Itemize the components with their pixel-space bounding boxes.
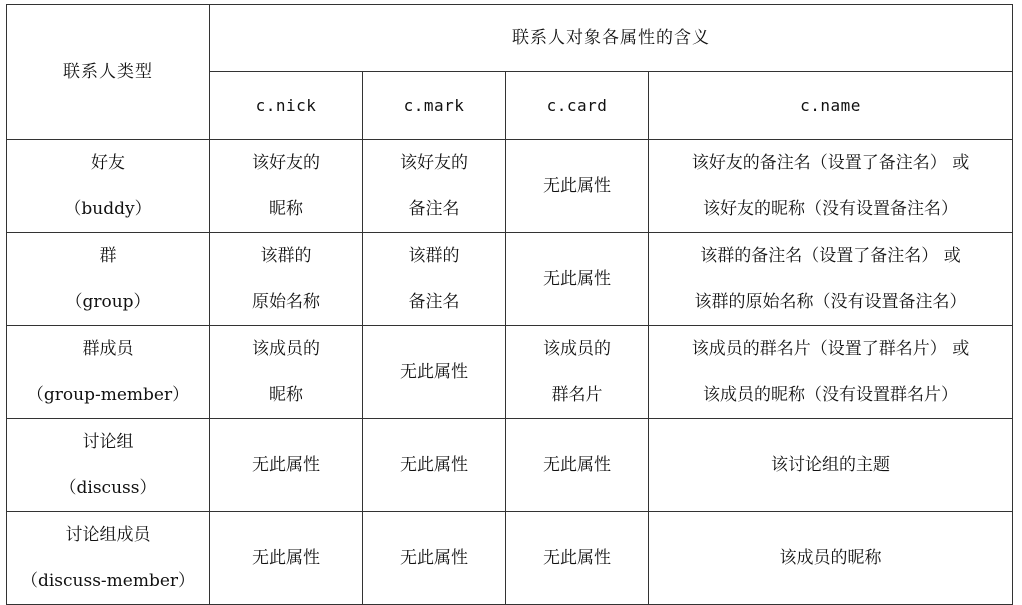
contact-type-cell — [7, 419, 210, 512]
contact-type-name: 群 — [99, 246, 117, 266]
cell-line: 无此属性 — [543, 269, 611, 289]
cell-line: 该好友的备注名（设置了备注名） 或 — [691, 153, 970, 173]
cell-line: 无此属性 — [252, 455, 320, 475]
cell-line: 原始名称 — [252, 292, 320, 312]
attribute-header-name: c.name — [649, 72, 1013, 140]
table-row-discuss — [7, 419, 1013, 512]
nick-cell — [210, 233, 363, 326]
cell-line: 无此属性 — [400, 548, 468, 568]
cell-line: 备注名 — [408, 292, 460, 312]
contact-type-code: （group） — [65, 292, 151, 312]
cell-line: 该群的备注名（设置了备注名） 或 — [700, 246, 961, 266]
cell-line: 该好友的 — [252, 153, 320, 173]
contact-type-cell — [7, 326, 210, 419]
cell-line: 群名片 — [551, 385, 603, 405]
card-cell — [506, 512, 649, 605]
name-cell — [649, 512, 1013, 605]
mark-cell — [363, 140, 506, 233]
contact-type-code: （discuss） — [59, 478, 157, 498]
contact-type-name: 群成员 — [82, 339, 134, 359]
nick-cell — [210, 512, 363, 605]
nick-cell — [210, 140, 363, 233]
attribute-header-card: c.card — [506, 72, 649, 140]
contact-type-name: 好友 — [91, 153, 125, 173]
cell-line: 该成员的昵称 — [779, 548, 882, 568]
cell-line: 无此属性 — [543, 455, 611, 475]
attribute-header-nick: c.nick — [210, 72, 363, 140]
cell-line: 该群的 — [408, 246, 460, 266]
attribute-header-mark: c.mark — [363, 72, 506, 140]
table-row-buddy — [7, 140, 1013, 233]
contact-type-code: （group-member） — [26, 385, 190, 405]
table-row-group-member — [7, 326, 1013, 419]
cell-line: 该成员的 — [252, 339, 320, 359]
cell-line: 该成员的昵称（没有设置群名片） — [703, 385, 958, 405]
card-cell — [506, 326, 649, 419]
cell-line: 无此属性 — [400, 455, 468, 475]
cell-line: 该好友的 — [400, 153, 468, 173]
name-cell — [649, 233, 1013, 326]
contact-type-code: （discuss-member） — [20, 571, 196, 591]
cell-line: 昵称 — [269, 199, 303, 219]
name-cell — [649, 419, 1013, 512]
cell-line: 该好友的昵称（没有设置备注名） — [703, 199, 958, 219]
mark-cell — [363, 326, 506, 419]
contact-type-code: （buddy） — [64, 199, 152, 219]
cell-line: 无此属性 — [543, 176, 611, 196]
contact-type-name: 讨论组成员 — [65, 525, 151, 545]
cell-line: 该讨论组的主题 — [771, 455, 890, 475]
contact-attribute-table — [6, 4, 1013, 605]
card-cell — [506, 233, 649, 326]
contact-type-name: 讨论组 — [82, 432, 134, 452]
cell-line: 无此属性 — [252, 548, 320, 568]
attribute-meaning-header — [210, 5, 1013, 72]
cell-line: 该成员的群名片（设置了群名片） 或 — [691, 339, 970, 359]
cell-line: 无此属性 — [543, 548, 611, 568]
cell-line: 该群的原始名称（没有设置备注名） — [694, 292, 967, 312]
name-cell — [649, 326, 1013, 419]
attribute-meaning-header-label: 联系人对象各属性的含义 — [512, 28, 710, 48]
contact-type-cell — [7, 233, 210, 326]
table-row-group — [7, 233, 1013, 326]
cell-line: 备注名 — [408, 199, 460, 219]
nick-cell — [210, 419, 363, 512]
cell-line: 该成员的 — [543, 339, 611, 359]
contact-type-header — [7, 5, 210, 140]
cell-line: 昵称 — [269, 385, 303, 405]
card-cell — [506, 140, 649, 233]
mark-cell — [363, 233, 506, 326]
cell-line: 该群的 — [260, 246, 312, 266]
contact-type-cell — [7, 512, 210, 605]
card-cell — [506, 419, 649, 512]
cell-line: 无此属性 — [400, 362, 468, 382]
header-row — [7, 5, 1013, 72]
name-cell — [649, 140, 1013, 233]
table-row-discuss-member — [7, 512, 1013, 605]
contact-type-cell — [7, 140, 210, 233]
nick-cell — [210, 326, 363, 419]
contact-type-header-label: 联系人类型 — [63, 62, 153, 82]
mark-cell — [363, 512, 506, 605]
mark-cell — [363, 419, 506, 512]
